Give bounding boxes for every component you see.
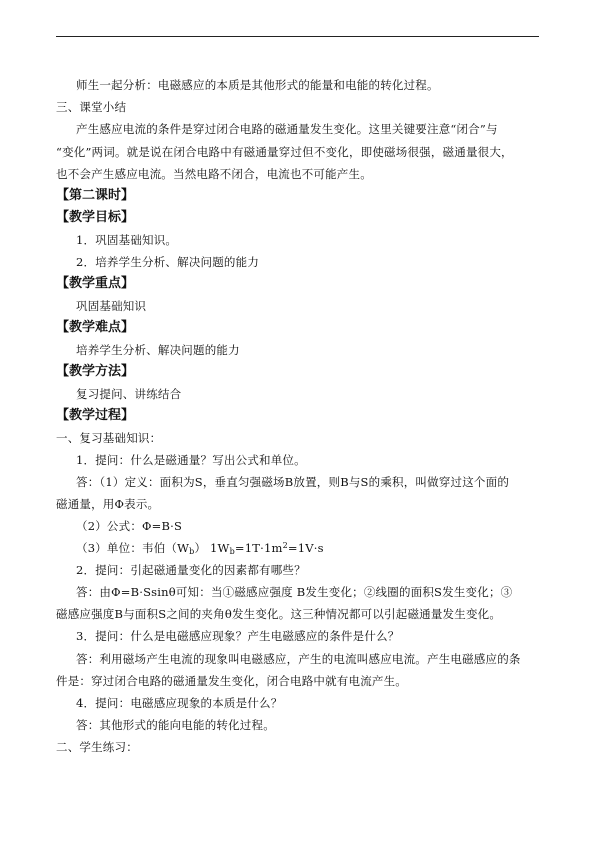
goal-item-2: 2．培养学生分析、解决问题的能力 [76,255,260,269]
question-2: 2．提问：引起磁通量变化的因素都有哪些？ [76,563,306,577]
goal-item-1: 1．巩固基础知识。 [76,233,178,247]
answer-1-formula: （2）公式：Φ=B·S [76,519,183,533]
answer-4: 答：其他形式的能向电能的转化过程。 [76,718,275,732]
heading-second-lesson: 【第二课时】 [56,188,135,203]
answer-3-line-2: 件是：穿过闭合电路的磁通量发生变化，闭合电路中就有电流产生。 [56,674,407,688]
answer-3-line-1: 答：利用磁场产生电流的现象叫电磁感应，产生的电流叫感应电流。产生电磁感应的条 [76,652,521,666]
heading-process: 【教学过程】 [56,408,135,423]
answer-2-line-1: 答：由Φ=B·Ssinθ可知：当①磁感应强度 B发生变化；②线圈的面积S发生变化；③ [76,585,513,599]
section-heading-practice: 二、学生练习： [56,740,138,754]
answer-1-line-2: 磁通量，用Φ表示。 [56,497,160,511]
process-step-review: 一、复习基础知识： [56,431,162,445]
key-points-text: 巩固基础知识 [76,299,147,313]
question-3: 3．提问：什么是电磁感应现象？产生电磁感应的条件是什么？ [76,629,400,643]
unit-text-3: =1T·1m [234,541,283,555]
answer-2-line-2: 磁感应强度B与面积S之间的夹角θ发生变化。这三种情况都可以引起磁通量发生变化。 [56,607,502,621]
difficulties-text: 培养学生分析、解决问题的能力 [76,343,240,357]
paragraph-analysis: 师生一起分析：电磁感应的本质是其他形式的能量和电能的转化过程。 [76,78,439,92]
unit-sub-2: b [229,547,235,556]
header-rule [56,36,539,37]
unit-text-2: ） 1W [194,541,230,555]
unit-sup: 2 [282,541,288,550]
heading-methods: 【教学方法】 [56,364,135,379]
heading-teaching-goals: 【教学目标】 [56,210,135,225]
section-heading-summary: 三、课堂小结 [56,100,127,114]
paragraph-summary-line-1: 产生感应电流的条件是穿过闭合电路的磁通量发生变化。这里关键要注意“闭合”与 [76,122,498,136]
heading-key-points: 【教学重点】 [56,276,135,291]
methods-text: 复习提问、讲练结合 [76,387,182,401]
unit-text-4: =1V·s [287,541,324,555]
unit-text-1: （3）单位：韦伯（W [76,541,190,555]
question-4: 4．提问：电磁感应现象的本质是什么？ [76,696,283,710]
heading-difficulties: 【教学难点】 [56,320,135,335]
unit-sub-1: b [189,547,195,556]
paragraph-summary-line-2: “变化”两词。就是说在闭合电路中有磁通量穿过但不变化，即使磁场很强，磁通量很大， [56,145,513,159]
answer-1-line-1: 答：（1）定义：面积为S，垂直匀强磁场B放置，则B与S的乘积，叫做穿过这个面的 [76,475,510,489]
paragraph-summary-line-3: 也不会产生感应电流。当然电路不闭合，电流也不可能产生。 [56,167,372,181]
answer-1-unit [76,541,324,555]
question-1: 1．提问：什么是磁通量？写出公式和单位。 [76,453,306,467]
